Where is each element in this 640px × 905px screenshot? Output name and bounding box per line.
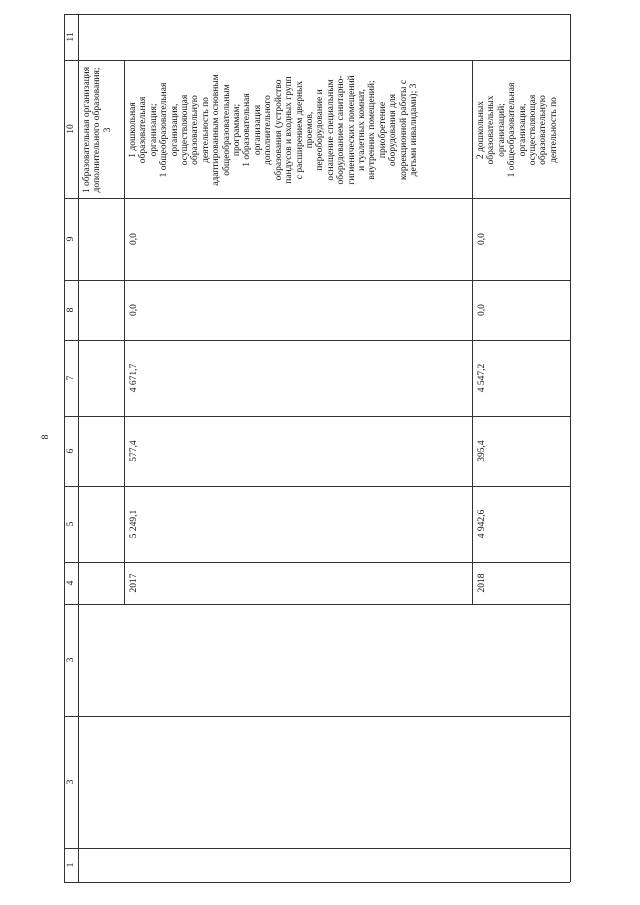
- table-border-right: [570, 14, 571, 882]
- row-2017-col7: 4 671,7: [128, 363, 139, 393]
- row-2018-col10-text: [476, 64, 559, 196]
- col10-line: оборудования для: [388, 93, 399, 167]
- col10-line: 1 образовательная: [242, 93, 253, 167]
- col-sep-3a-3b: [64, 716, 570, 717]
- col10-line: внутренних помещений;: [367, 80, 378, 180]
- row-2017-col8: 0,0: [128, 304, 139, 316]
- col10-line: осуществляющая: [180, 94, 191, 166]
- col-sep-3b-1: [64, 848, 570, 849]
- col10-line: 1 общеобразовательная: [159, 82, 170, 178]
- header-col-5: 5: [65, 521, 76, 527]
- header-col-9: 9: [65, 236, 76, 242]
- row-2017-col5: 5 249,1: [128, 509, 139, 539]
- row-2018-col9: 0,0: [476, 233, 487, 245]
- table-border-top: [64, 14, 570, 15]
- col10-line: пандусов и входных групп: [284, 76, 295, 184]
- col10-line: деятельность по: [548, 97, 559, 163]
- row-2018-col8: 0,0: [476, 304, 487, 316]
- col10-line: образовательная: [138, 96, 149, 164]
- col10-line: организация: [252, 104, 263, 156]
- col-sep-4-3a: [64, 604, 570, 605]
- col10-line: дополнительного: [263, 95, 274, 165]
- row-2017-col9: 0,0: [128, 233, 139, 245]
- top-continuation-note-cell: [78, 60, 124, 198]
- col10-line: детьми инвалидами); 3: [408, 83, 419, 177]
- row-2017-col10: [124, 60, 472, 198]
- row-2018-col6: 395,4: [476, 440, 487, 462]
- col10-line: 1 общеобразовательная: [507, 82, 518, 178]
- col10-line: оборудованием санитарно-: [336, 75, 347, 185]
- col10-line: программам;: [232, 103, 243, 157]
- col10-line: с расширением дверных: [294, 80, 305, 180]
- header-col-6: 6: [65, 448, 76, 454]
- col10-line: организация;: [148, 103, 159, 157]
- col10-line: 1 дошкольная: [128, 102, 138, 158]
- header-col-8: 8: [65, 307, 76, 313]
- header-col-11: 11: [65, 32, 76, 42]
- top-continuation-note: 1 образовательная организация дополнительного образования; 3: [82, 66, 113, 194]
- col10-line: организация,: [169, 103, 180, 157]
- col10-line: организаций;: [496, 103, 507, 157]
- col10-line: проемов,: [304, 111, 315, 149]
- header-col-3a: 3: [65, 657, 76, 663]
- row-2018-year: 2018: [476, 573, 487, 593]
- col10-line: организация,: [517, 103, 528, 157]
- col10-line: коррекционной работы с: [398, 79, 409, 181]
- col10-line: 2 дошкольных: [476, 100, 486, 160]
- row-2017-col10-text: [128, 64, 419, 196]
- row-2017-col6: 577,4: [128, 440, 139, 462]
- header-col-4: 4: [65, 580, 76, 586]
- col10-line: осуществляющая: [528, 94, 539, 166]
- row-2017-year: 2017: [128, 573, 139, 593]
- col10-line: оснащение специальным: [325, 79, 336, 181]
- col10-line: образовательную: [190, 95, 201, 165]
- col10-line: гигиенических помещений: [346, 75, 357, 185]
- col10-line: образования (устройство: [273, 79, 284, 181]
- header-col-10: 10: [65, 124, 76, 134]
- col10-line: деятельность по: [200, 97, 211, 163]
- col10-line: и туалетных комнат,: [356, 89, 367, 171]
- header-col-3b: 3: [65, 779, 76, 785]
- table-border-bottom: [64, 882, 570, 883]
- col10-line: адаптированным основным: [211, 74, 222, 186]
- header-col-7: 7: [65, 375, 76, 381]
- col10-line: общеобразовательным: [221, 84, 232, 176]
- col10-line: переоборудование и: [315, 89, 326, 171]
- header-col-1: 1: [65, 862, 76, 868]
- col10-line: образовательных: [486, 95, 497, 165]
- row-2018-col5: 4 942,6: [476, 509, 487, 539]
- row-2018-col10: [472, 60, 570, 198]
- col10-line: образовательную: [538, 95, 549, 165]
- page-number: 8: [41, 434, 51, 440]
- row-2018-col7: 4 547,2: [476, 363, 487, 393]
- col10-line: приобретение: [377, 101, 388, 159]
